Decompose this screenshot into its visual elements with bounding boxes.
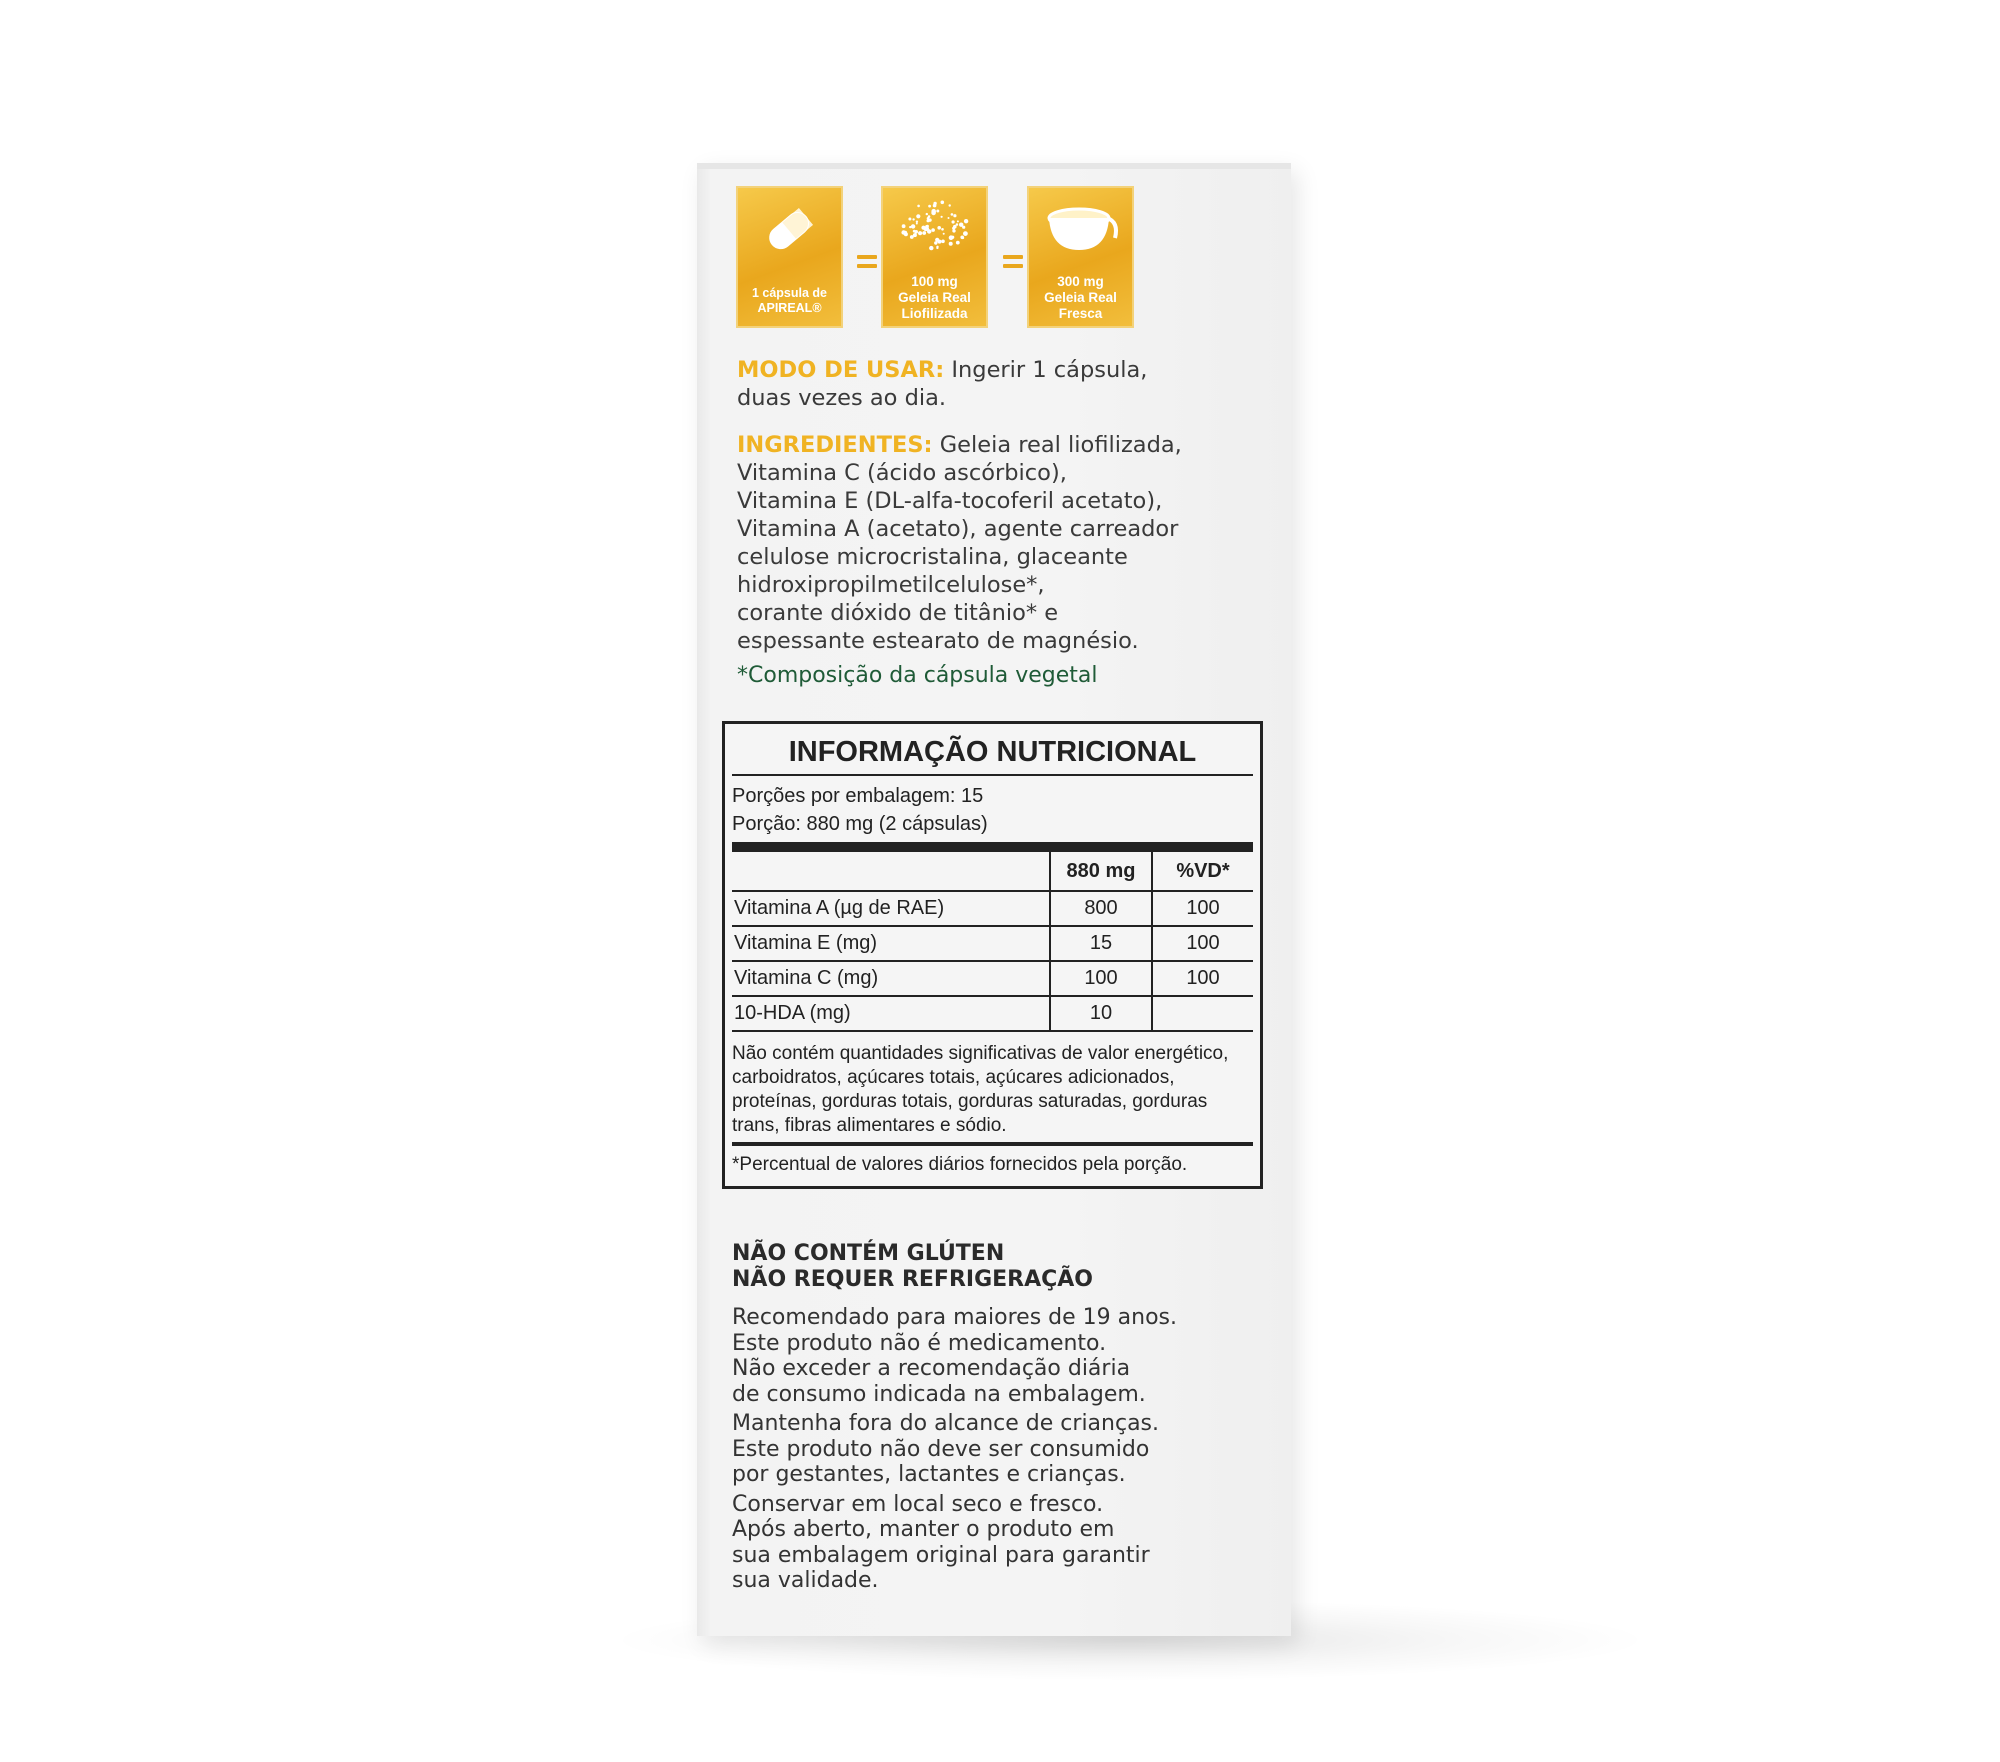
warning-line: por gestantes, lactantes e crianças. [732, 1462, 1126, 1487]
powder-dot [926, 213, 928, 215]
caption-line: Liofilizada [901, 306, 968, 321]
caption-line: 300 mg [1057, 274, 1104, 289]
usage-label: MODO DE USAR: [737, 357, 945, 383]
powder-dot [928, 205, 931, 208]
table-header-row [732, 852, 1253, 891]
warning-line: Recomendado para maiores de 19 anos. [732, 1305, 1177, 1330]
powder-dot [941, 201, 945, 205]
powder-dot [914, 230, 918, 234]
divider [732, 1142, 1253, 1146]
ingredients-line: Vitamina C (ácido ascórbico), [737, 460, 1067, 486]
powder-dot [962, 237, 965, 240]
warning-line: sua validade. [732, 1568, 879, 1593]
portion-info [732, 782, 988, 838]
capsule-caption [740, 286, 839, 316]
powder-dot [949, 204, 951, 206]
nutrient-vd [1152, 996, 1253, 1031]
powder-dot [941, 240, 945, 244]
powder-dot [952, 229, 955, 232]
footnote-line: trans, fibras alimentares e sódio. [732, 1115, 1007, 1136]
powder-dot [941, 216, 943, 218]
powder-dot [922, 231, 926, 235]
powder-dot [931, 209, 936, 214]
equals-sign [1003, 255, 1023, 273]
jelly-caption [1031, 274, 1130, 322]
powder-dot [941, 228, 944, 231]
product-claims [732, 1241, 1093, 1293]
powder-dot [912, 218, 914, 220]
ingredients-line: corante dióxido de titânio* e [737, 600, 1059, 626]
nutrition-title: INFORMAÇÃO NUTRICIONAL [732, 732, 1253, 776]
caption-line: APIREAL® [757, 301, 822, 315]
powder-dot [924, 226, 929, 231]
percent-daily-note: *Percentual de valores diários fornecidos pela porção. [732, 1154, 1188, 1175]
table-row [732, 996, 1253, 1031]
jelly-card [1027, 186, 1134, 328]
warning-line: Após aberto, manter o produto em [732, 1517, 1115, 1542]
jelly-jar-icon [1029, 188, 1132, 262]
ingredients-label: INGREDIENTES: [737, 432, 933, 458]
nutrient-amount: 15 [1050, 926, 1152, 961]
warnings [732, 1305, 1177, 1594]
caption-line: Geleia Real [1044, 290, 1117, 305]
ingredients-line: espessante estearato de magnésio. [737, 628, 1139, 654]
powder-dot [949, 242, 953, 246]
nutrient-amount: 10 [1050, 996, 1152, 1031]
powder-dot [935, 238, 939, 242]
powder-dot [948, 217, 950, 219]
caption-line: Fresca [1058, 306, 1103, 321]
nutrient-amount: 800 [1050, 891, 1152, 926]
warning-line: de consumo indicada na embalagem. [732, 1381, 1146, 1407]
nutrient-name: Vitamina E (mg) [732, 926, 1050, 961]
nutrient-vd: 100 [1152, 961, 1253, 996]
capsule-icon [738, 188, 841, 262]
powder-caption [885, 274, 984, 322]
powder-dot [936, 210, 939, 213]
powder-card [881, 186, 988, 328]
warning-line: Mantenha fora do alcance de crianças. [732, 1411, 1160, 1436]
caption-line: Geleia Real [898, 290, 971, 305]
nutrition-facts-table [722, 721, 1263, 1189]
powder-dot [956, 241, 960, 245]
powder-dot [961, 224, 963, 226]
footnote-line: Não contém quantidades significativas de valor energético, [732, 1043, 1229, 1064]
powder-dot [937, 226, 941, 230]
powder-dot [908, 218, 911, 221]
powder-dot [911, 224, 915, 228]
powder-dot [933, 202, 936, 205]
powder-dot [928, 215, 931, 218]
table-row [732, 926, 1253, 961]
powder-icon [883, 188, 986, 262]
table-row [732, 891, 1253, 926]
powder-dot [951, 236, 954, 239]
column-header-vd: %VD* [1152, 852, 1253, 891]
caption-line: 100 mg [911, 274, 958, 289]
gluten-free-claim: NÃO CONTÉM GLÚTEN [732, 1241, 1005, 1266]
table-row [732, 961, 1253, 996]
powder-dot [964, 219, 968, 223]
usage-text: Ingerir 1 cápsula, [951, 357, 1148, 383]
column-header-amount: 880 mg [1050, 852, 1152, 891]
nutrient-amount: 100 [1050, 961, 1152, 996]
powder-dot [953, 214, 956, 217]
nutrient-table [732, 852, 1253, 1032]
powder-dot [927, 219, 930, 222]
no-refrigeration-claim: NÃO REQUER REFRIGERAÇÃO [732, 1267, 1094, 1292]
powder-dot [913, 233, 917, 237]
nutrient-vd: 100 [1152, 891, 1253, 926]
warning-line: Este produto não deve ser consumido [732, 1436, 1150, 1462]
ingredients-line: Geleia real liofilizada, [939, 432, 1182, 458]
powder-dot [936, 247, 938, 249]
product-box-side [697, 163, 1291, 1636]
ingredients-line: celulose microcristalina, glaceante [737, 544, 1128, 570]
footnote-line: carboidratos, açúcares totais, açúcares adicionados, [732, 1067, 1175, 1088]
portion-size: Porção: 880 mg (2 cápsulas) [732, 813, 988, 835]
powder-dot [951, 213, 954, 216]
powder-dot [952, 220, 955, 223]
powder-dot [916, 223, 918, 225]
powder-dot [904, 232, 908, 236]
warning-line: Conservar em local seco e fresco. [732, 1491, 1104, 1517]
nutrient-name: Vitamina C (mg) [732, 961, 1050, 996]
powder-dot [943, 233, 945, 235]
powder-dot [957, 220, 959, 222]
footnote-line: proteínas, gorduras totais, gorduras saturadas, gorduras [732, 1091, 1208, 1112]
nutrition-footnote [732, 1042, 1252, 1138]
powder-dot [917, 205, 920, 208]
capsule-card [736, 186, 843, 328]
ingredients-line: Vitamina A (acetato), agente carreador [737, 516, 1179, 542]
powder-dot [929, 246, 933, 250]
powder-dot [963, 231, 968, 236]
powder-dot [902, 224, 906, 228]
powder-dot [953, 225, 957, 229]
usage-text: duas vezes ao dia. [737, 385, 947, 411]
thick-divider [732, 842, 1253, 852]
powder-dot [916, 214, 920, 218]
box-top-edge [697, 163, 1291, 169]
nutrient-name: Vitamina A (µg de RAE) [732, 891, 1050, 926]
usage-instructions [737, 356, 1257, 412]
powder-dot [931, 228, 935, 232]
warning-line: sua embalagem original para garantir [732, 1542, 1150, 1568]
nutrient-name: 10-HDA (mg) [732, 996, 1050, 1031]
capsule-composition-note: *Composição da cápsula vegetal [737, 663, 1098, 688]
ingredients-line: Vitamina E (DL-alfa-tocoferil acetato), [737, 488, 1163, 514]
ingredients [737, 431, 1257, 655]
powder-dot [918, 231, 922, 235]
nutrient-vd: 100 [1152, 926, 1253, 961]
caption-line: 1 cápsula de [751, 286, 828, 300]
equals-sign [857, 255, 877, 273]
warning-line: Não exceder a recomendação diária [732, 1356, 1131, 1381]
portions-per-package: Porções por embalagem: 15 [732, 785, 984, 807]
ingredients-line: hidroxipropilmetilcelulose*, [737, 572, 1045, 598]
warning-line: Este produto não é medicamento. [732, 1330, 1107, 1356]
